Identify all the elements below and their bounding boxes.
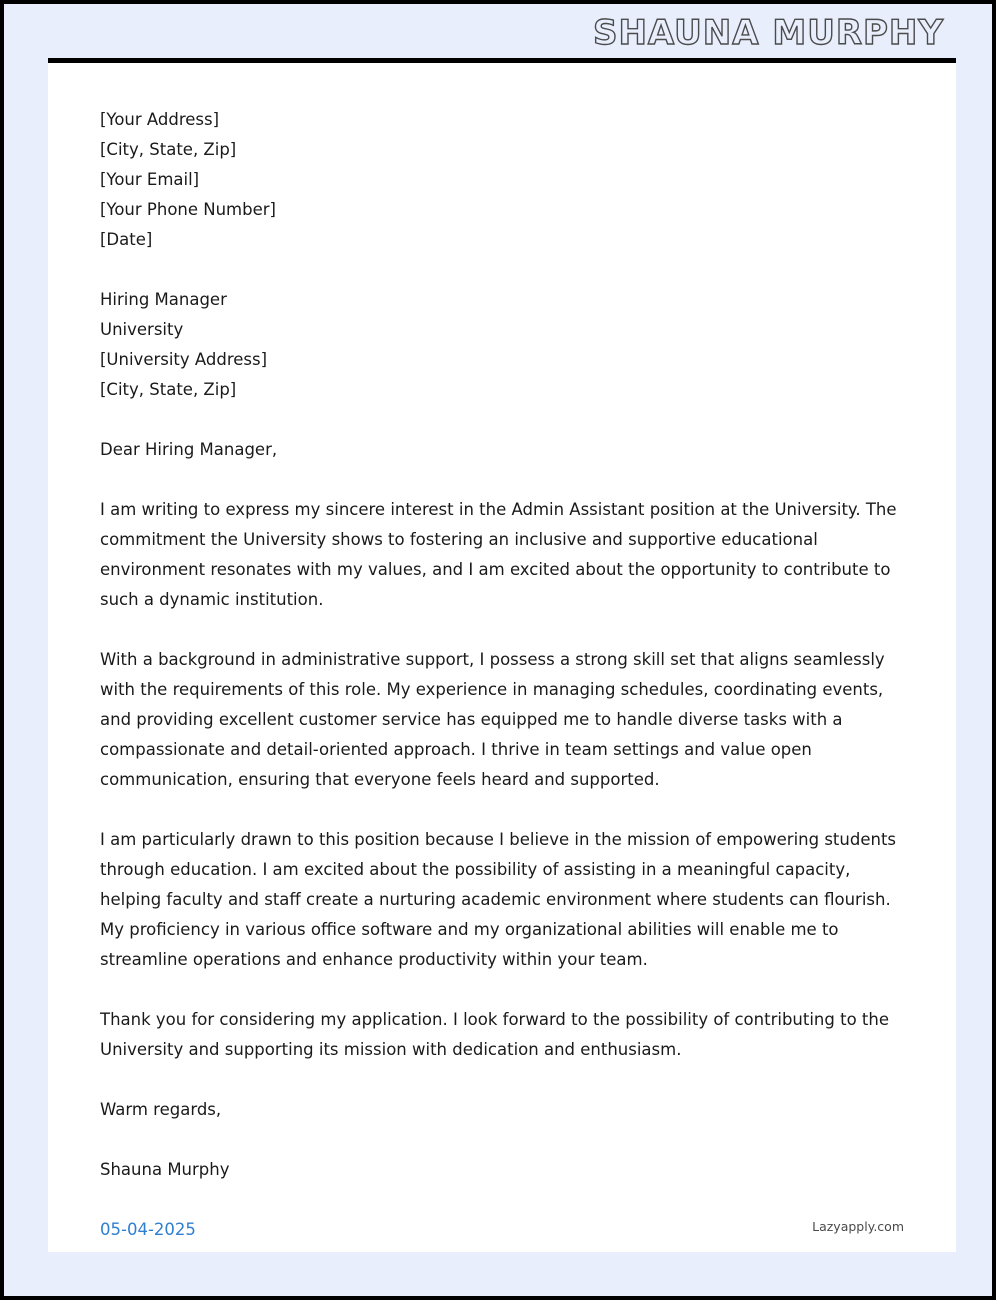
signature-name: Shauna Murphy [100,1160,230,1179]
recipient-org-line: University [100,320,184,339]
letter-paragraph: Thank you for considering my application. I look forward to the possibility of contributing to the University and supporting its mission with dedication and enthusiasm. [100,1010,895,1059]
spacer [100,1185,904,1215]
letter-paragraph: With a background in administrative support, I possess a strong skill set that aligns seamlessly with the requirements of this role. My experience in managing schedules, coordinating events, and providing excellent customer service has equipped me to handle diverse tasks with a compassionate and detail-oriented approach. I thrive in team settings and value open communication, ensuring that everyone feels heard and supported. [100,650,890,789]
salutation: Dear Hiring Manager, [100,440,278,459]
sender-city-line: [City, State, Zip] [100,140,237,159]
recipient-city-line: [City, State, Zip] [100,380,237,399]
spacer [100,795,904,825]
spacer [100,255,904,285]
spacer [100,615,904,645]
letter-text [100,105,904,1245]
closing: Warm regards, [100,1100,222,1119]
sender-address-line: [Your Address] [100,110,220,129]
spacer [100,1065,904,1095]
spacer [100,975,904,1005]
spacer [100,1125,904,1155]
spacer [100,405,904,435]
sender-date-line: [Date] [100,230,153,249]
signature-date: 05-04-2025 [100,1220,196,1239]
watermark: Lazyapply.com [812,1219,904,1234]
sender-phone-line: [Your Phone Number] [100,200,276,219]
page-title: SHAUNA MURPHY [592,13,944,53]
letter-paragraph: I am writing to express my sincere interest in the Admin Assistant position at the University. The commitment the University shows to fostering an inclusive and supportive educational environment resonates with my values, and I am excited about the opportunity to contribute to such a dynamic institution. [100,500,902,609]
document-header [8,8,988,58]
recipient-name-line: Hiring Manager [100,290,227,309]
letter-body [48,58,956,1252]
sender-email-line: [Your Email] [100,170,200,189]
spacer [100,465,904,495]
recipient-address-line: [University Address] [100,350,268,369]
letter-paragraph: I am particularly drawn to this position because I believe in the mission of empowering students through education. I am excited about the possibility of assisting in a meaningful capacity, helping faculty and staff create a nurturing academic environment where students can flourish. My proficiency in various office software and my organizational abilities will enable me to streamline operations and enhance productivity within your team. [100,830,902,969]
